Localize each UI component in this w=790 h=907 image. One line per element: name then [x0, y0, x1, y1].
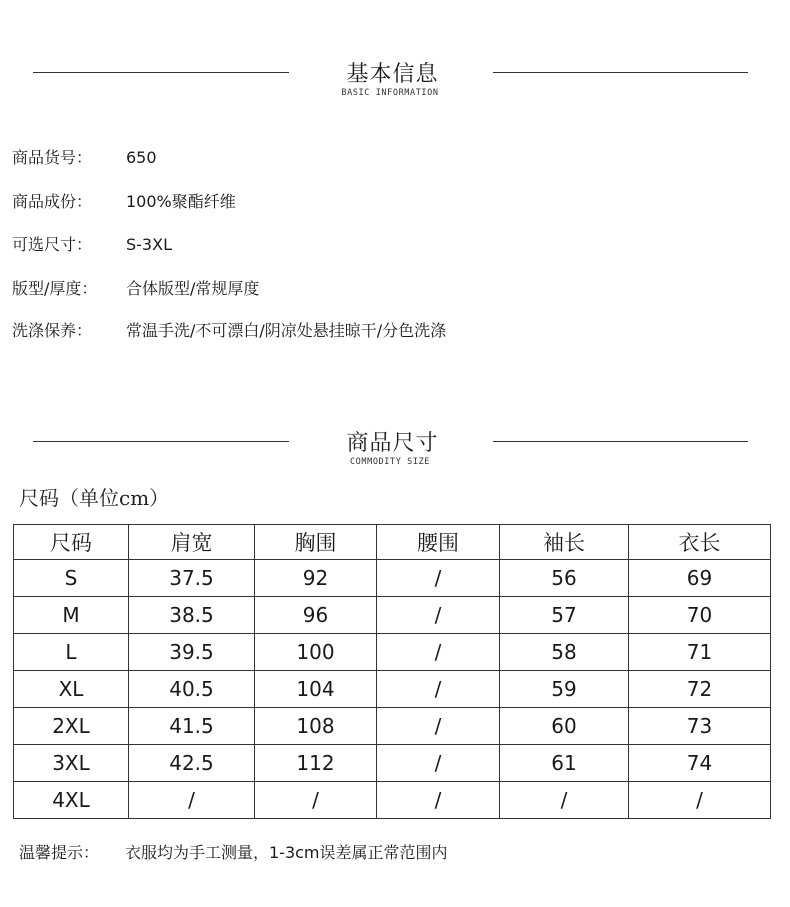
info-label: 可选尺寸：: [12, 235, 93, 254]
info-value: 合体版型/常规厚度: [126, 279, 260, 298]
info-label: 洗涤保养：: [12, 321, 93, 340]
table-row: [14, 597, 771, 634]
divider-right: [493, 72, 748, 73]
table-row: [14, 745, 771, 782]
table-cell: 39.5: [129, 634, 255, 671]
table-cell: 4XL: [14, 782, 129, 819]
table-cell: 100: [255, 634, 377, 671]
table-row: [14, 671, 771, 708]
size-unit-note: 尺码（单位cm）: [19, 486, 170, 510]
table-cell: 3XL: [14, 745, 129, 782]
info-value: 100%聚酯纤维: [126, 192, 236, 211]
table-cell: 2XL: [14, 708, 129, 745]
table-cell: /: [377, 634, 500, 671]
size-section-header: [0, 426, 790, 476]
measurement-tip: [19, 840, 448, 866]
column-header-size: 尺码: [14, 525, 129, 560]
table-cell: 58: [500, 634, 629, 671]
column-header-shoulder: 肩宽: [129, 525, 255, 560]
table-cell: 61: [500, 745, 629, 782]
table-cell: M: [14, 597, 129, 634]
table-cell: 71: [629, 634, 771, 671]
info-value: 650: [126, 148, 157, 167]
column-header-length: 衣长: [629, 525, 771, 560]
table-cell: 42.5: [129, 745, 255, 782]
tip-label: 温馨提示：: [19, 843, 100, 862]
table-cell: /: [255, 782, 377, 819]
column-header-chest: 胸围: [255, 525, 377, 560]
table-cell: 96: [255, 597, 377, 634]
table-row: [14, 560, 771, 597]
table-cell: 40.5: [129, 671, 255, 708]
table-cell: 92: [255, 560, 377, 597]
table-cell: 57: [500, 597, 629, 634]
table-cell: 59: [500, 671, 629, 708]
size-section-subtitle: COMMODITY SIZE: [349, 457, 431, 467]
table-cell: /: [377, 597, 500, 634]
table-cell: /: [129, 782, 255, 819]
table-cell: 108: [255, 708, 377, 745]
table-cell: 74: [629, 745, 771, 782]
basic-info-title: 基本信息: [346, 62, 439, 87]
size-section-title: 商品尺寸: [346, 431, 439, 456]
table-cell: 112: [255, 745, 377, 782]
tip-text: 衣服均为手工测量，1-3cm误差属正常范围内: [125, 843, 448, 862]
table-cell: 37.5: [129, 560, 255, 597]
table-cell: 38.5: [129, 597, 255, 634]
table-cell: 56: [500, 560, 629, 597]
table-cell: 73: [629, 708, 771, 745]
size-table: [13, 524, 771, 819]
table-row: [14, 782, 771, 819]
info-value: 常温手洗/不可漂白/阴凉处悬挂晾干/分色洗涤: [126, 321, 447, 340]
divider-right: [493, 441, 748, 442]
table-row: [14, 634, 771, 671]
table-cell: /: [377, 745, 500, 782]
table-cell: 41.5: [129, 708, 255, 745]
table-cell: /: [629, 782, 771, 819]
table-cell: /: [377, 560, 500, 597]
info-label: 版型/厚度：: [12, 279, 98, 298]
table-cell: 69: [629, 560, 771, 597]
column-header-sleeve: 袖长: [500, 525, 629, 560]
info-label: 商品货号：: [12, 148, 93, 167]
table-cell: 104: [255, 671, 377, 708]
table-cell: /: [377, 782, 500, 819]
info-value: S-3XL: [126, 235, 172, 254]
column-header-waist: 腰围: [377, 525, 500, 560]
info-label: 商品成份：: [12, 192, 93, 211]
table-cell: S: [14, 560, 129, 597]
table-cell: /: [500, 782, 629, 819]
table-header-row: [14, 525, 771, 560]
table-cell: 70: [629, 597, 771, 634]
table-cell: /: [377, 708, 500, 745]
basic-info-subtitle: BASIC INFORMATION: [341, 88, 439, 98]
table-cell: 60: [500, 708, 629, 745]
table-cell: 72: [629, 671, 771, 708]
table-cell: /: [377, 671, 500, 708]
table-row: [14, 708, 771, 745]
table-cell: L: [14, 634, 129, 671]
table-cell: XL: [14, 671, 129, 708]
basic-info-header: [0, 57, 790, 107]
